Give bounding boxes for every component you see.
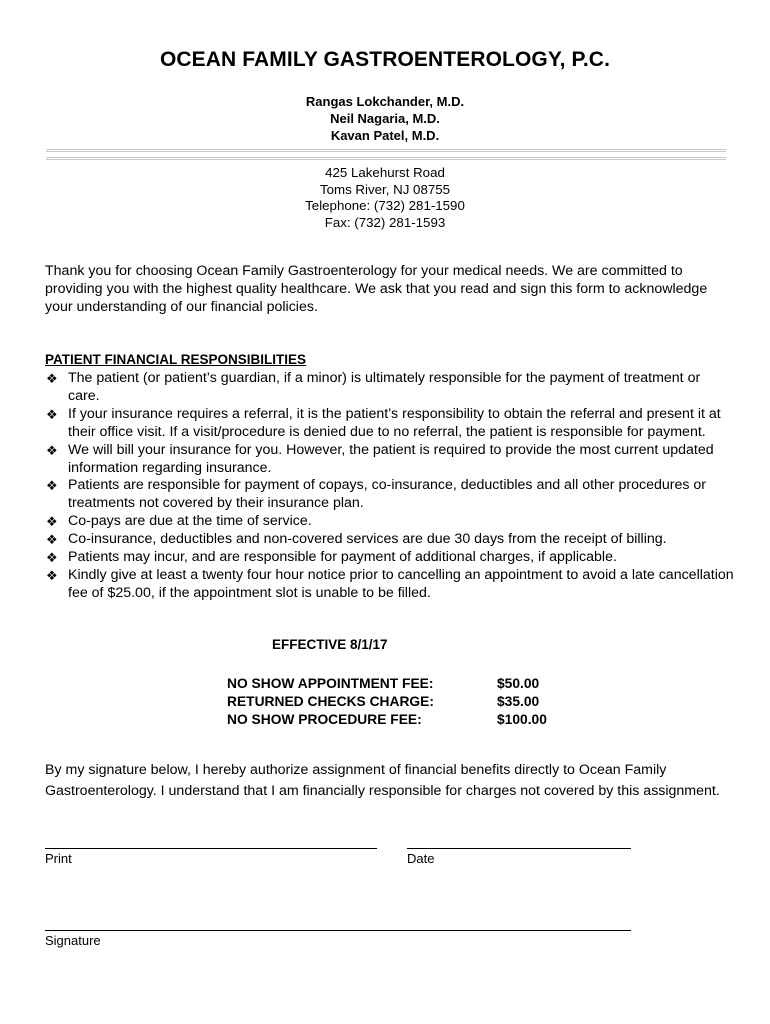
list-item-text: We will bill your insurance for you. However, the patient is required to provide the most current updated information regarding insurance. <box>68 441 714 476</box>
list-item-text: Patients are responsible for payment of copays, co-insurance, deductibles and all other procedures or treatments not covered by their insurance plan. <box>68 477 707 512</box>
address-street: 425 Lakehurst Road <box>325 165 445 180</box>
address-city: Toms River, NJ 08755 <box>319 181 451 197</box>
list-item-text: The patient (or patient’s guardian, if a minor) is ultimately responsible for the payment of treatment or care. <box>68 370 701 404</box>
diamond-bullet-icon: ❖ <box>46 514 58 530</box>
signature-field[interactable] <box>45 930 631 931</box>
fee-amount: $35.00 <box>497 694 540 709</box>
effective-date: EFFECTIVE 8/1/17 <box>272 637 388 652</box>
list-item <box>45 567 735 603</box>
fee-label: NO SHOW APPOINTMENT FEE: <box>227 676 434 691</box>
fee-row <box>227 711 547 729</box>
fee-label: NO SHOW PROCEDURE FEE: <box>227 712 422 727</box>
intro-paragraph: Thank you for choosing Ocean Family Gastroenterology for your medical needs. We are committed to providing you with the highest quality healthcare. We ask that you read and sign this form to acknowledge your understanding of our financial policies. <box>45 263 708 315</box>
fee-label: RETURNED CHECKS CHARGE: <box>227 694 434 709</box>
doctor-name: Kavan Patel, M.D. <box>330 128 440 143</box>
doctor-name: Neil Nagaria, M.D. <box>330 111 440 126</box>
list-item-text: Co-insurance, deductibles and non-covered services are due 30 days from the receipt of billing. <box>68 531 667 548</box>
diamond-bullet-icon: ❖ <box>46 442 58 458</box>
address-fax: Fax: (732) 281-1593 <box>324 214 446 230</box>
fee-amount: $100.00 <box>497 712 547 727</box>
list-item <box>45 549 735 567</box>
fee-row <box>227 675 547 693</box>
doctor-list <box>0 93 770 144</box>
address-telephone: Telephone: (732) 281-1590 <box>305 198 465 214</box>
fee-schedule <box>227 675 547 729</box>
diamond-bullet-icon: ❖ <box>46 567 58 583</box>
list-item <box>45 442 735 478</box>
print-label: Print <box>45 851 72 866</box>
date-field[interactable] <box>407 848 631 849</box>
fee-row <box>227 693 547 711</box>
header-divider <box>46 149 726 152</box>
date-label: Date <box>407 851 435 866</box>
diamond-bullet-icon: ❖ <box>46 371 58 386</box>
list-item <box>45 513 735 531</box>
list-item <box>45 531 735 549</box>
section-heading: PATIENT FINANCIAL RESPONSIBILITIES <box>45 352 307 367</box>
responsibility-list <box>45 370 735 603</box>
practice-address <box>0 165 770 231</box>
diamond-bullet-icon: ❖ <box>46 532 58 548</box>
list-item-text: Co-pays are due at the time of service. <box>68 513 312 530</box>
header-divider <box>46 157 726 160</box>
diamond-bullet-icon: ❖ <box>46 550 58 566</box>
diamond-bullet-icon: ❖ <box>46 478 58 494</box>
list-item <box>45 370 735 406</box>
list-item-text: If your insurance requires a referral, it is the patient’s responsibility to obtain the referral and present it at their office visit. If a visit/procedure is denied due to no referral, the patient is responsible for payment. <box>68 405 721 440</box>
doctor-name: Rangas Lokchander, M.D. <box>305 94 465 109</box>
list-item-text: Kindly give at least a twenty four hour notice prior to cancelling an appointment to avoid a late cancellation fee of $25.00, if the appointment slot is unable to be filled. <box>68 566 734 601</box>
print-name-field[interactable] <box>45 848 377 849</box>
list-item <box>45 477 735 513</box>
practice-name: OCEAN FAMILY GASTROENTEROLOGY, P.C. <box>159 48 611 71</box>
fee-amount: $50.00 <box>497 676 540 691</box>
authorization-paragraph: By my signature below, I hereby authorize assignment of financial benefits directly to Ocean Family Gastroenterology. I understand that I am financially responsible for charges not covered by this assignment. <box>45 762 720 799</box>
list-item-text: Patients may incur, and are responsible for payment of additional charges, if applicable. <box>68 549 617 566</box>
list-item <box>45 406 735 442</box>
diamond-bullet-icon: ❖ <box>46 406 58 422</box>
signature-label: Signature <box>45 933 101 948</box>
